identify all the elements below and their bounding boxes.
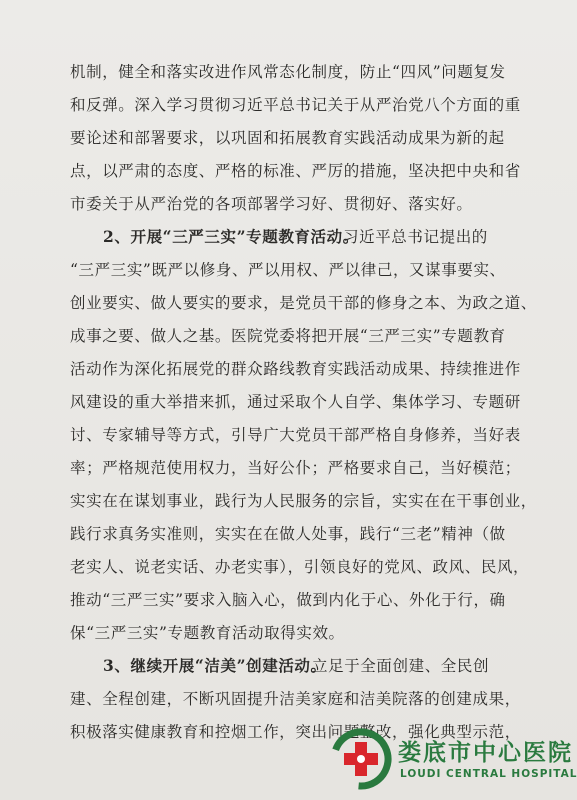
- hospital-name-cn: 娄底市中心医院: [398, 740, 573, 766]
- body-line: 机制，健全和落实改进作风常态化制度，防止“四风”问题复发: [70, 63, 506, 81]
- body-line: 推动“三严三实”要求入脑入心，做到内化于心、外化于行，确: [70, 591, 506, 609]
- body-line: 活动作为深化拓展党的群众路线教育实践活动成果、持续推进作: [70, 360, 521, 378]
- body-line: 老实人、说老实话、办老实事），引领良好的党风、政风、民风，: [70, 558, 530, 576]
- body-line: 习近平总书记提出的: [343, 228, 488, 246]
- hospital-logo: [330, 728, 577, 794]
- section-heading-3: 3、继续开展“洁美”创建活动。: [103, 656, 327, 675]
- body-line: 实实在在谋划事业，践行为人民服务的宗旨，实实在在干事创业，: [70, 492, 537, 510]
- hospital-name-en: LOUDI CENTRAL HOSPITAL: [400, 768, 577, 780]
- body-line: 建、全程创建，不断巩固提升洁美家庭和洁美院落的创建成果，: [70, 690, 521, 708]
- body-line: 点，以严肃的态度、严格的标准、严厉的措施，坚决把中央和省: [70, 162, 521, 180]
- body-line: 立足于全面创建、全民创: [312, 657, 490, 675]
- body-line: 风建设的重大举措来抓，通过采取个人自学、集体学习、专题研: [70, 393, 521, 411]
- body-line: 市委关于从严治党的各项部署学习好、贯彻好、落实好。: [70, 195, 473, 213]
- section-heading-2: 2、开展“三严三实”专题教育活动。: [103, 227, 359, 246]
- body-line: 和反弹。深入学习贯彻习近平总书记关于从严治党八个方面的重: [70, 96, 521, 114]
- body-line: 要论述和部署要求，以巩固和拓展教育实践活动成果为新的起: [70, 129, 505, 147]
- hospital-emblem-icon: [330, 728, 392, 790]
- body-line: 积极落实健康教育和控烟工作，突出问题整改，强化典型示范，: [70, 723, 521, 741]
- body-line: 成事之要、做人之基。医院党委将把开展“三严三实”专题教育: [70, 327, 506, 345]
- body-line: 创业要实、做人要实的要求，是党员干部的修身之本、为政之道、: [70, 294, 537, 312]
- body-line: 践行求真务实准则，实实在在做人处事，践行“三老”精神（做: [70, 525, 506, 543]
- body-line: 率；严格规范使用权力，当好公仆；严格要求自己，当好模范；: [70, 459, 521, 477]
- body-line: “三严三实”既严以修身、严以用权、严以律己，又谋事要实、: [70, 261, 506, 279]
- body-line: 保“三严三实”专题教育活动取得实效。: [70, 624, 345, 642]
- body-line: 讨、专家辅导等方式，引导广大党员干部严格自身修养，当好表: [70, 426, 521, 444]
